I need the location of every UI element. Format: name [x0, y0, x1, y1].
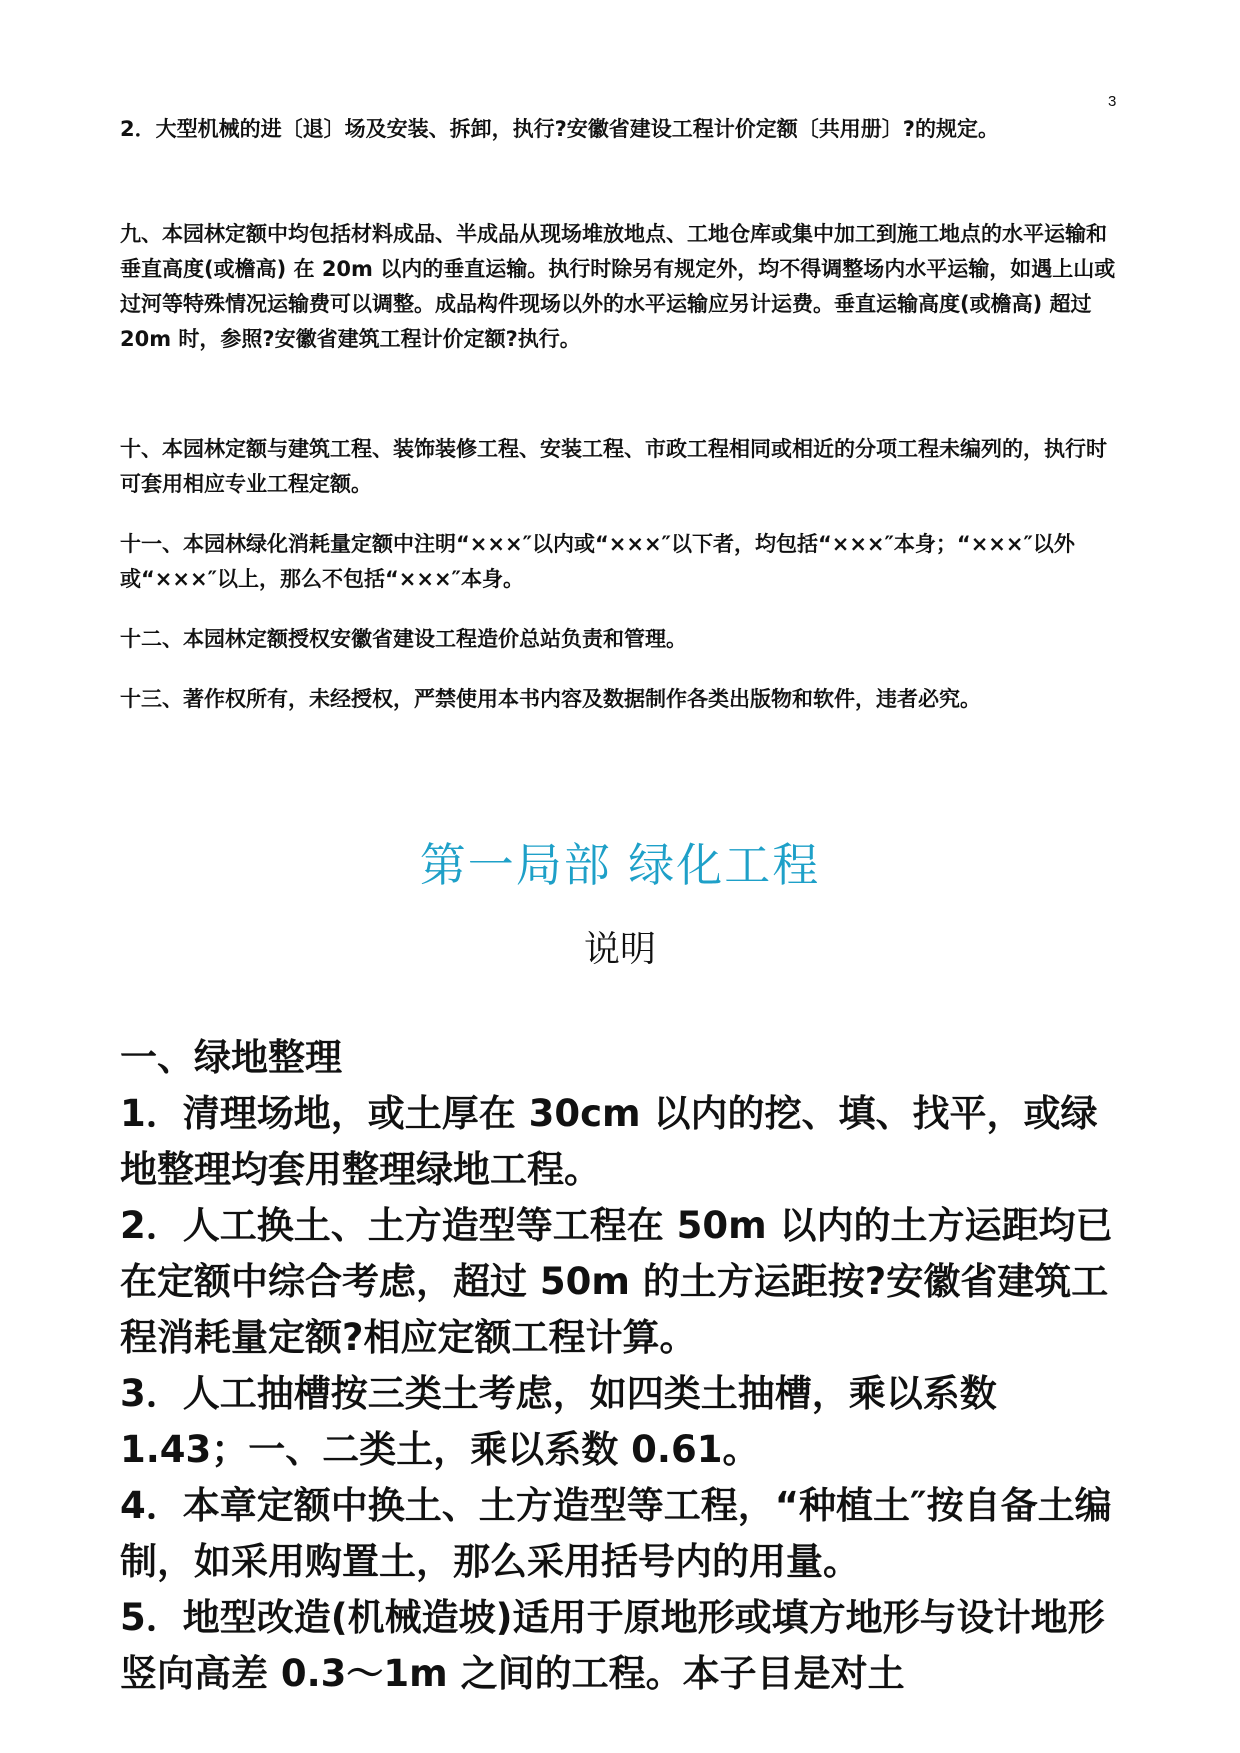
- paragraph-text: 十一、本园林绿化消耗量定额中注明“×××″以内或“×××″以下者，均包括“×××″本身；“×××″以外或“×××″以上，那么不包括“×××″本身。: [120, 532, 1075, 591]
- section-green-land-arrangement: [120, 1030, 1130, 1702]
- paragraph-text: 十、本园林定额与建筑工程、装饰装修工程、安装工程、市政工程相同或相近的分项工程未编列的，执行时可套用相应专业工程定额。: [120, 437, 1107, 496]
- section-item: 5．地型改造(机械造坡)适用于原地形或填方地形与设计地形竖向高差 0.3～1m 之间的工程。本子目是对土: [120, 1596, 1105, 1695]
- paragraph-11-inclusion: [120, 527, 1125, 597]
- section-item: 4．本章定额中换土、土方造型等工程，“种植土″按自备土编制，如采用购置土，那么采用括号内的用量。: [120, 1484, 1112, 1583]
- paragraph-13-copyright: [120, 682, 1125, 717]
- paragraph-10-other-quota: [120, 432, 1125, 502]
- chapter-subtitle: 说明: [583, 929, 656, 970]
- section-item: 3．人工抽槽按三类土考虑，如四类土抽槽，乘以系数 1.43；一、二类土，乘以系数 0.61。: [120, 1372, 1010, 1471]
- paragraph-2-machinery: [120, 112, 1125, 147]
- section-item: 2．人工换土、土方造型等工程在 50m 以内的土方运距均已在定额中综合考虑，超过 50m 的土方运距按?安徽省建筑工程消耗量定额?相应定额工程计算。: [120, 1204, 1113, 1359]
- paragraph-9-transport: [120, 217, 1125, 357]
- paragraph-text: 九、本园林定额中均包括材料成品、半成品从现场堆放地点、工地仓库或集中加工到施工地点的水平运输和垂直高度(或檐高) 在 20m 以内的垂直运输。执行时除另有规定外，均不得调整场内水平运输，如遇上山或过河等特殊情况运输费可以调整。成品构件现场以外的水平运输应另计运费。垂直运输高度(或檐高) 超过 20m 时，参照?安徽省建筑工程计价定额?执行。: [120, 222, 1116, 351]
- paragraph-text: 2．大型机械的进〔退〕场及安装、拆卸，执行?安徽省建设工程计价定额〔共用册〕?的规定。: [120, 117, 999, 141]
- page-number: 3: [1108, 93, 1117, 110]
- paragraph-text: 十三、著作权所有，未经授权，严禁使用本书内容及数据制作各类出版物和软件，违者必究。: [120, 687, 981, 711]
- paragraph-text: 十二、本园林定额授权安徽省建设工程造价总站负责和管理。: [120, 627, 687, 651]
- section-item: 1．清理场地，或土厚在 30cm 以内的挖、填、找平，或绿地整理均套用整理绿地工程。: [120, 1092, 1098, 1191]
- chapter-title: 第一局部 绿化工程: [419, 838, 821, 892]
- paragraph-12-authority: [120, 622, 1125, 657]
- section-heading: 一、绿地整理: [120, 1036, 342, 1079]
